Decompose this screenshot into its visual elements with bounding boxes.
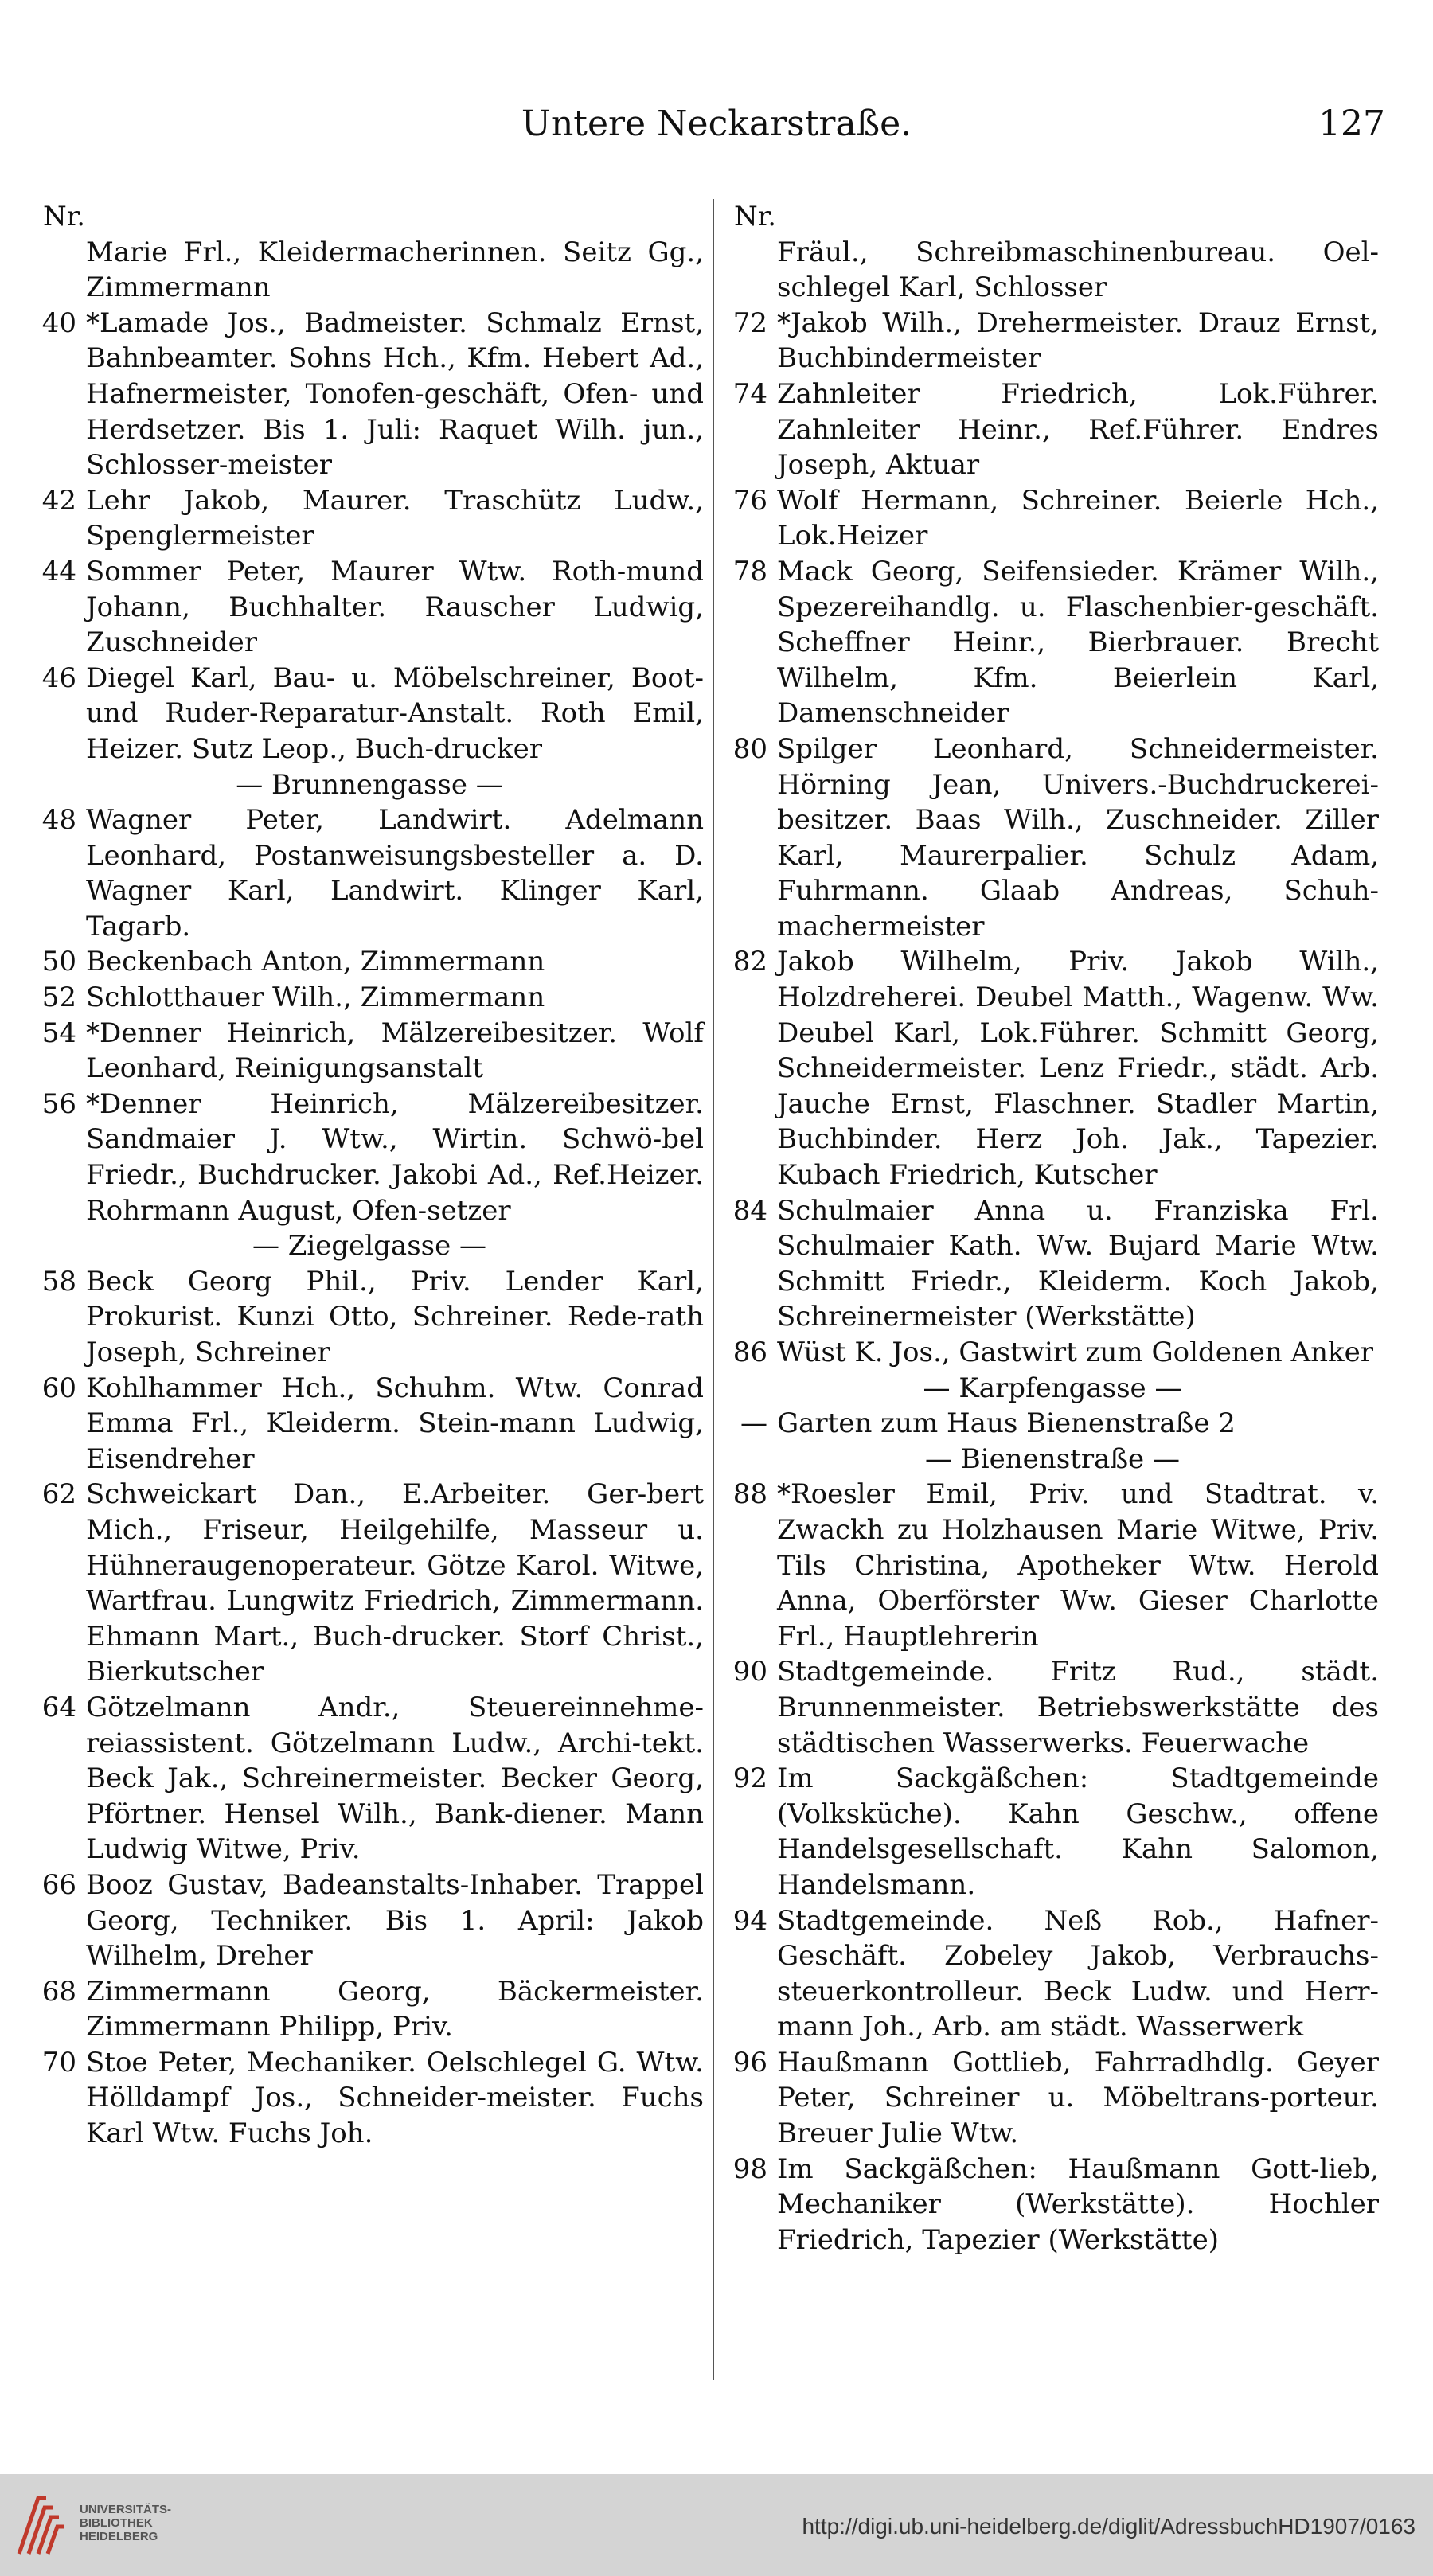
residents-text: Im Sackgäßchen: Haußmann Gott-lieb, Mechaniker (Werkstätte). Hochler Friedrich, Tapezier (Werkstätte) — [777, 2153, 1379, 2256]
logo-text-line: BIBLIOTHEK — [80, 2516, 153, 2530]
house-number: 78 — [732, 555, 767, 587]
address-entry — [726, 306, 1379, 377]
street-heading: — Ziegelgasse — — [252, 1230, 487, 1263]
address-entry — [726, 554, 1379, 732]
house-number: 58 — [41, 1265, 76, 1298]
residents-text: *Jakob Wilh., Drehermeister. Drauz Ernst, Buchbindermeister — [777, 306, 1379, 375]
university-library-logo-icon — [14, 2492, 67, 2558]
address-entry — [35, 1016, 704, 1087]
residents-text: Booz Gustav, Badeanstalts-Inhaber. Trappel Georg, Techniker. Bis 1. April: Jakob Wilhelm, Dreher — [86, 1868, 704, 1973]
address-entry — [35, 661, 704, 767]
residents-text: Stadtgemeinde. Neß Rob., Hafner-Geschäft. Zobeley Jakob, Verbrauchs-steuerkontrolleur. Beck Ludw. und Herr-mann Joh., Arb. am städt. Wasserwerk — [777, 1904, 1379, 2043]
address-entry — [726, 2152, 1379, 2258]
house-number: 52 — [41, 982, 76, 1014]
address-entry — [726, 1477, 1379, 1654]
house-number: — — [740, 1407, 767, 1440]
address-entry — [726, 732, 1379, 945]
residents-text: Stadtgemeinde. Fritz Rud., städt. Brunnenmeister. Betriebswerkstätte des städtischen Wasserwerks. Feuerwache — [777, 1656, 1379, 1759]
house-number: 84 — [732, 1194, 767, 1227]
house-number — [726, 235, 777, 306]
residents-text: Zimmermann Georg, Bäckermeister. Zimmermann Philipp, Priv. — [86, 1975, 704, 2043]
address-entry — [726, 1406, 1379, 1442]
house-number: 44 — [41, 555, 76, 587]
running-title: Untere Neckarstraße. — [521, 103, 912, 144]
address-entry — [726, 1654, 1379, 1761]
column-divider — [713, 199, 714, 2380]
logo-text-line: UNIVERSITÄTS- — [80, 2503, 172, 2516]
street-heading: — Brunnengasse — — [236, 768, 503, 801]
residents-text: Schlotthauer Wilh., Zimmermann — [86, 982, 545, 1014]
residents-text: Wagner Peter, Landwirt. Adelmann Leonhard, Postanweisungsbesteller a. D. Wagner Karl, Landwirt. Klinger Karl, Tagarb. — [86, 804, 704, 943]
house-number: 76 — [732, 484, 767, 517]
address-entry — [35, 2045, 704, 2152]
residents-text: Marie Frl., Kleidermacherinnen. Seitz Gg., Zimmermann — [86, 236, 704, 304]
address-entry — [35, 554, 704, 661]
residents-text: Götzelmann Andr., Steuereinnehme-reiassistent. Götzelmann Ludw., Archi-tekt. Beck Jak., Schreinermeister. Becker Georg, Pförtner. Hensel Wilh., Bank-diener. Mann Ludwig Witwe, Priv. — [86, 1691, 704, 1866]
residents-text: *Roesler Emil, Priv. und Stadtrat. v. Zwackh zu Holzhausen Marie Witwe, Priv. Tils Christina, Apotheker Wtw. Herold Anna, Oberförster Ww. Gieser Charlotte Frl., Hauptlehrerin — [777, 1478, 1379, 1653]
address-entry — [726, 1335, 1379, 1371]
residents-text: Diegel Karl, Bau- u. Möbelschreiner, Boot- und Ruder-Reparatur-Anstalt. Roth Emil, Heizer. Sutz Leop., Buch-drucker — [86, 662, 704, 765]
house-number — [35, 235, 86, 306]
house-number: 48 — [41, 804, 76, 837]
house-number: 64 — [41, 1691, 76, 1723]
house-number: 98 — [732, 2153, 767, 2185]
house-number: 80 — [732, 732, 767, 765]
house-number: 68 — [41, 1975, 76, 2008]
right-column — [726, 199, 1379, 2258]
residents-text: Jakob Wilhelm, Priv. Jakob Wilh., Holzdreherei. Deubel Matth., Wagenw. Ww. Deubel Karl, Lok.Führer. Schmitt Georg, Schneidermeister. Lenz Friedr., städt. Arb. Jauche Ernst, Flaschner. Stadler Martin, Buchbinder. Herz Joh. Jak., Tapezier. Kubach Friedrich, Kutscher — [777, 946, 1379, 1192]
source-url-link[interactable]: http://digi.ub.uni-heidelberg.de/diglit/AdressbuchHD1907/0163 — [802, 2514, 1415, 2539]
page-number: 127 — [1318, 103, 1385, 144]
address-entry — [726, 1761, 1379, 1903]
residents-text: Wolf Hermann, Schreiner. Beierle Hch., Lok.Heizer — [777, 484, 1379, 552]
house-number: 46 — [41, 662, 76, 694]
logo-text-line: HEIDELBERG — [80, 2530, 158, 2543]
house-number: 72 — [732, 306, 767, 339]
page-header — [48, 103, 1385, 159]
left-column — [35, 199, 704, 2152]
house-number: 86 — [732, 1337, 767, 1368]
nr-column-label: Nr. — [734, 201, 777, 232]
residents-text: Zahnleiter Friedrich, Lok.Führer. Zahnleiter Heinr., Ref.Führer. Endres Joseph, Aktuar — [777, 377, 1379, 482]
address-entry — [35, 235, 704, 306]
address-entry — [35, 1974, 704, 2045]
residents-text: Stoe Peter, Mechaniker. Oelschlegel G. Wtw. Hölldampf Jos., Schneider-meister. Fuchs Karl Wtw. Fuchs Joh. — [86, 2046, 704, 2150]
address-entry — [726, 483, 1379, 554]
house-number: 62 — [41, 1478, 76, 1511]
house-number: 66 — [41, 1868, 76, 1901]
residents-text: *Denner Heinrich, Mälzereibesitzer. Sandmaier J. Wtw., Wirtin. Schwö-bel Friedr., Buchdrucker. Jakobi Ad., Ref.Heizer. Rohrmann August, Ofen-setzer — [86, 1087, 704, 1227]
address-entry — [35, 1477, 704, 1690]
house-number: 94 — [732, 1904, 767, 1937]
address-entry — [726, 377, 1379, 483]
street-heading: — Bienenstraße — — [925, 1442, 1180, 1475]
address-entry — [35, 802, 704, 944]
residents-text: Beckenbach Anton, Zimmermann — [86, 946, 545, 978]
house-number: 42 — [41, 484, 76, 517]
residents-text: Fräul., Schreibmaschinenbureau. Oel-schlegel Karl, Schlosser — [777, 236, 1379, 304]
house-number: 88 — [732, 1478, 767, 1511]
house-number: 74 — [732, 377, 767, 410]
residents-text: Sommer Peter, Maurer Wtw. Roth-mund Johann, Buchhalter. Rauscher Ludwig, Zuschneider — [86, 555, 704, 659]
residents-text: Mack Georg, Seifensieder. Krämer Wilh., Spezereihandlg. u. Flaschenbier-geschäft. Scheffner Heinr., Bierbrauer. Brecht Wilhelm, Kfm. Beierlein Karl, Damenschneider — [777, 555, 1379, 730]
residents-text: Garten zum Haus Bienenstraße 2 — [777, 1407, 1236, 1440]
house-number: 92 — [732, 1762, 767, 1795]
address-entry — [35, 1264, 704, 1371]
address-entry — [35, 483, 704, 554]
address-entry — [726, 944, 1379, 1192]
residents-text: Spilger Leonhard, Schneidermeister. Hörning Jean, Univers.-Buchdruckerei-besitzer. Baas Wilh., Zuschneider. Ziller Karl, Maurerpalier. Schulz Adam, Fuhrmann. Glaab Andreas, Schuh-machermeister — [777, 732, 1379, 943]
address-entry — [726, 1903, 1379, 2045]
residents-text: Lehr Jakob, Maurer. Traschütz Ludw., Spenglermeister — [86, 484, 704, 552]
house-number: 56 — [41, 1087, 76, 1120]
residents-text: Haußmann Gottlieb, Fahrradhdlg. Geyer Peter, Schreiner u. Möbeltrans-porteur. Breuer Julie Wtw. — [777, 2046, 1379, 2150]
house-number: 60 — [41, 1372, 76, 1404]
house-number: 96 — [732, 2046, 767, 2078]
address-entry — [726, 1193, 1379, 1335]
address-entry — [35, 980, 704, 1016]
house-number: 40 — [41, 306, 76, 339]
house-number: 70 — [41, 2046, 76, 2078]
address-entry — [726, 235, 1379, 306]
address-entry — [35, 1868, 704, 1974]
library-logo-text — [80, 2503, 171, 2543]
nr-column-label: Nr. — [43, 201, 86, 232]
address-entry — [726, 2045, 1379, 2152]
residents-text: Wüst K. Jos., Gastwirt zum Goldenen Anker — [777, 1337, 1374, 1368]
house-number: 82 — [732, 946, 767, 978]
house-number: 54 — [41, 1017, 76, 1049]
footer-bar — [0, 2474, 1433, 2576]
residents-text: Kohlhammer Hch., Schuhm. Wtw. Conrad Emma Frl., Kleiderm. Stein-mann Ludwig, Eisendreher — [86, 1372, 704, 1475]
address-entry — [35, 1690, 704, 1868]
residents-text: *Lamade Jos., Badmeister. Schmalz Ernst, Bahnbeamter. Sohns Hch., Kfm. Hebert Ad., Hafnermeister, Tonofen-geschäft, Ofen- und Herdsetzer. Bis 1. Juli: Raquet Wilh. jun., Schlosser-meister — [86, 306, 704, 482]
residents-text: *Denner Heinrich, Mälzereibesitzer. Wolf Leonhard, Reinigungsanstalt — [86, 1017, 704, 1085]
address-entry — [35, 944, 704, 980]
residents-text: Schulmaier Anna u. Franziska Frl. Schulmaier Kath. Ww. Bujard Marie Wtw. Schmitt Friedr., Kleiderm. Koch Jakob, Schreinermeister (Werkstätte) — [777, 1194, 1379, 1333]
house-number: 50 — [41, 946, 76, 978]
house-number: 90 — [732, 1656, 767, 1688]
street-heading: — Karpfengasse — — [923, 1372, 1182, 1404]
address-entry — [35, 306, 704, 483]
residents-text: Im Sackgäßchen: Stadtgemeinde (Volksküche). Kahn Geschw., offene Handelsgesellschaft. Kahn Salomon, Handelsmann. — [777, 1762, 1379, 1901]
residents-text: Beck Georg Phil., Priv. Lender Karl, Prokurist. Kunzi Otto, Schreiner. Rede-rath Joseph, Schreiner — [86, 1265, 704, 1368]
address-entry — [35, 1371, 704, 1477]
address-entry — [35, 1087, 704, 1228]
residents-text: Schweickart Dan., E.Arbeiter. Ger-bert Mich., Friseur, Heilgehilfe, Masseur u. Hühneraugenoperateur. Götze Karol. Witwe, Wartfrau. Lungwitz Friedrich, Zimmermann. Ehmann Mart., Buch-drucker. Storf Christ., Bierkutscher — [86, 1478, 704, 1688]
